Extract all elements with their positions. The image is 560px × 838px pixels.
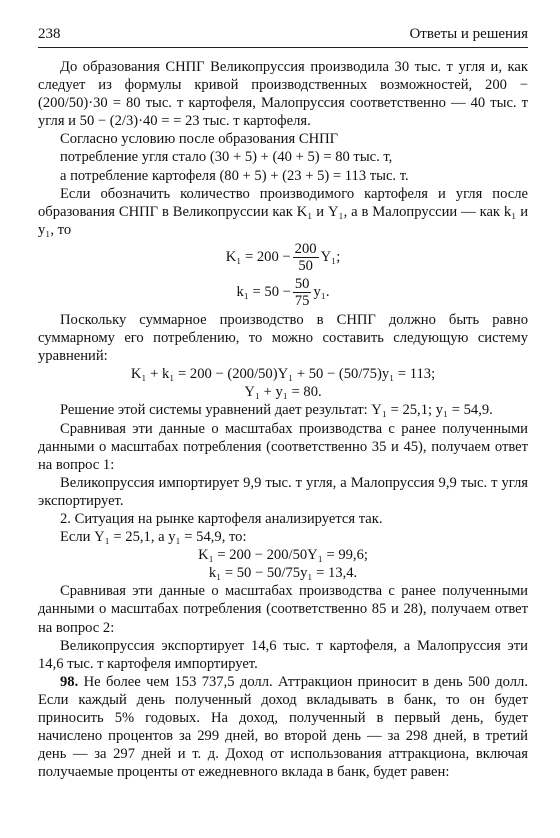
fraction <box>293 276 312 309</box>
formula-text: K₁ = 200 − <box>225 249 291 266</box>
formula-k1 <box>38 241 528 274</box>
equation: Y₁ + y₁ = 80. <box>244 384 322 401</box>
equation: K₁ + k₁ = 200 − (200/50)Y₁ + 50 − (50/75)y₁ = 113; <box>130 366 436 383</box>
page-body <box>38 58 528 781</box>
page-number: 238 <box>38 26 61 42</box>
paragraph: Сравнивая эти данные о масштабах производства с ранее полученными данными о масштабах потребления (соответственно 85 и 28), получаем ответ на вопрос 2: <box>38 583 528 636</box>
fraction-denominator: 50 <box>298 257 313 274</box>
paragraph: Великопруссия экспортирует 14,6 тыс. т картофеля, а Малопруссия эти 14,6 тыс. т картофеля импортирует. <box>38 637 528 672</box>
paragraph: Если обозначить количество производимого картофеля и угля после образования СНПГ в Великопруссии как K₁ и Y₁, а в Малопруссии — как k₁ и y₁, то <box>38 185 528 238</box>
paragraph: Если Y₁ = 25,1, а y₁ = 54,9, то: <box>60 529 247 546</box>
fraction-denominator: 75 <box>294 292 310 309</box>
fraction-numerator: 200 <box>294 240 317 257</box>
paragraph: Согласно условию после образования СНПГ <box>60 131 339 148</box>
section-title: Ответы и решения <box>409 26 528 42</box>
answer-text: Не более чем 153 737,5 долл. Аттракцион приносит в день 500 долл. Если каждый день полученный доход вкладывать в банк, то он будет приносить 5% годовых. На доход, полученный в первый день, будет начислено процентов за 299 дней, во второй день — за 298 дней, в третий день — за 297 дней и т. д. Доход от использования аттракциона, включая получаемые проценты от ежедневного вклада в банк, будет равен: <box>38 673 528 781</box>
book-page <box>38 26 528 781</box>
running-header <box>38 26 528 48</box>
paragraph: Сравнивая эти данные о масштабах производства с ранее полученными данными о масштабах потребления (соответственно 35 и 45), получаем ответ на вопрос 1: <box>38 420 528 473</box>
fraction-numerator: 50 <box>294 275 310 292</box>
paragraph: а потребление картофеля (80 + 5) + (23 + 5) = 113 тыс. т. <box>60 167 409 184</box>
formula-text: k₁ = 50 − <box>236 284 291 301</box>
equation: K₁ = 200 − 200/50Y₁ = 99,6; <box>198 547 368 564</box>
paragraph: 2. Ситуация на рынке картофеля анализируется так. <box>60 510 383 527</box>
paragraph: Решение этой системы уравнений дает результат: Y₁ = 25,1; y₁ = 54,9. <box>60 402 493 419</box>
fraction <box>293 241 319 274</box>
formula-k1-small <box>38 276 528 309</box>
paragraph: До образования СНПГ Великопруссия производила 30 тыс. т угля и, как следует из формулы кривой производственных возможностей, 200 − (200/50)·30 = 80 тыс. т картофеля, Малопруссия соответственно — 40 тыс. т угля и 50 − (2/3)·40 = = 23 тыс. т картофеля. <box>38 59 528 130</box>
answer-paragraph <box>38 673 528 782</box>
answer-number: 98. <box>60 673 79 690</box>
formula-text: Y₁; <box>320 249 341 266</box>
paragraph: Поскольку суммарное производство в СНПГ должно быть равно суммарному его потреблению, то можно составить следующую систему уравнений: <box>38 311 528 365</box>
formula-text: y₁. <box>313 284 330 301</box>
equation: k₁ = 50 − 50/75y₁ = 13,4. <box>208 565 358 582</box>
paragraph: потребление угля стало (30 + 5) + (40 + 5) = 80 тыс. т, <box>60 149 393 166</box>
paragraph: Великопруссия импортирует 9,9 тыс. т угля, а Малопруссия 9,9 тыс. т угля экспортирует. <box>38 474 528 509</box>
